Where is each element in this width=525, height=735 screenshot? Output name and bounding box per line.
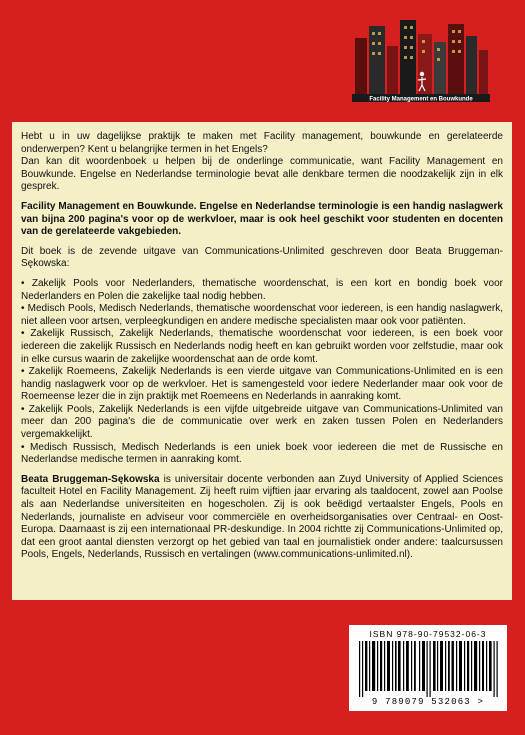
intro-paragraph-2: Dan kan dit woordenboek u helpen bij de onderlinge communicatie, want Facility Management en Bouwkunde. Engelse en Nederlandse terminologie bevat alle denkbare termen die noodzakelijk zijn in elk gesprek. [21,156,503,193]
logo-text: Facility Management en Bouwkunde [369,96,473,102]
bullet-item: • Medisch Russisch, Medisch Nederlands is een uniek boek voor iedereen die met de Russische en Nederlandse medische termen in aanraking komt. [21,441,503,466]
bullet-item: • Zakelijk Roemeens, Zakelijk Nederlands is een vierde uitgave van Communications-Unlimited en is een handig naslagwerk voor op de werkvloer. Het is samengesteld voor iedere Nederlander maar ook voor de Roemeense lezer die in zijn praktijk met Roemeens en Nederlands in aanraking komt. [21,366,503,403]
description-panel [12,122,512,600]
intro-paragraph: Hebt u in uw dagelijkse praktijk te maken met Facility management, bouwkunde en gerelateerde onderwerpen? Kent u belangrijke termen in het Engels? [21,131,503,155]
bullet-item: • Zakelijk Russisch, Zakelijk Nederlands, thematische woordenschat voor iedereen, is een boek voor iedereen die zakelijk Russisch en Nederlands nodig heeft en kan gebruikt worden voor zelfstudie, maar ook in elke cursus waarin de zakelijke woordenschat aan de orde komt. [21,328,503,365]
author-bio [21,474,503,562]
barcode-digits: 9 789079 532063 > [371,697,485,707]
isbn-barcode [349,625,507,711]
building-skyline-logo [352,16,490,102]
author-bio-text: is universitair docente verbonden aan Zuyd University of Applied Sciences faculteit Hotel en Facility Management. Zij heeft ruim vijftien jaar ervaring als taaldocent, zowel aan Poolse als aan Nederlandse universiteiten en hogescholen. Zij is ook beëdigd vertaalster Engels, Pools en Nederlands, journaliste en adviseur voor commerciële en overheidsorganisaties over Centraal- en Oost-Europa. Daarnaast is zij een internationaal PR-deskundige. In 2004 richtte zij Communications-Unlimited op, dat een groot aantal diensten verzorgt op het gebied van taal en journalistiek onder andere: taalcursussen Pools, Engels, Nederlands, Russisch en vertalingen (www.communications-unlimited.nl). [21,473,503,561]
book-description: Facility Management en Bouwkunde. Engelse en Nederlandse terminologie is een handig naslagwerk van bijna 200 pagina's voor op de werkvloer, maar is ook heel geschikt voor studenten en docenten van de gerelateerde vakgebieden. [21,200,503,238]
barcode-bars [357,641,499,697]
bullet-item: • Zakelijk Pools voor Nederlanders, thematische woordenschat, is een kort en bondig boek voor Nederlanders en Polen die zakelijke taal nodig hebben. [21,277,503,302]
bullet-item: • Medisch Pools, Medisch Nederlands, thematische woordenschat voor iedereen, is een handig naslagwerk, niet alleen voor artsen, verpleegkundigen en andere medische specialisten maar ook voor patiënten. [21,303,503,327]
edition-note: Dit boek is de zevende uitgave van Communications-Unlimited geschreven door Beata Bruggeman-Sękowska: [21,245,503,270]
author-name: Beata Bruggeman-Sękowska [21,473,160,485]
bullet-item: • Zakelijk Pools, Zakelijk Nederlands is een vijfde uitgebreide uitgave van Communications-Unlimited van meer dan 200 pagina's die de communicatie over werk en zaken tussen Polen en Nederlanders vergemakkelijkt. [21,403,503,441]
isbn-label: ISBN 978-90-79532-06-3 [369,629,487,639]
